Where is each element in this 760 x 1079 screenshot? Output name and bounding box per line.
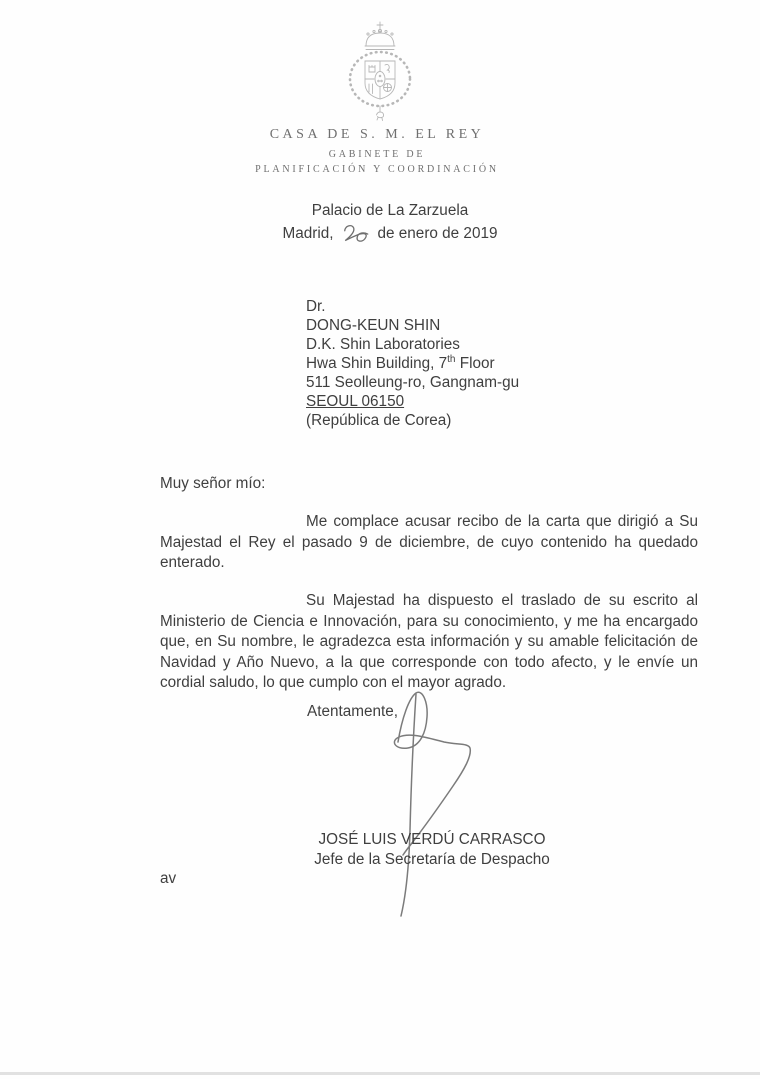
recipient-building-ordinal: th <box>447 353 456 365</box>
recipient-street: 511 Seolleung-ro, Gangnam-gu <box>306 374 520 391</box>
letterhead-org: CASA DE S. M. EL REY <box>269 127 485 142</box>
royal-coat-of-arms-icon <box>338 20 422 122</box>
dateline-rest: de enero de 2019 <box>377 225 498 242</box>
letterhead-dept-line1: GABINETE DE <box>328 149 426 160</box>
letterhead <box>177 127 577 175</box>
signature-block <box>282 830 582 870</box>
recipient-city: SEOUL 06150 <box>306 393 405 410</box>
letterhead-dept-line2: PLANIFICACIÓN Y COORDINACIÓN <box>255 164 499 175</box>
recipient-name: DONG-KEUN SHIN <box>306 317 441 334</box>
dateline-city: Madrid, <box>282 225 334 242</box>
handwritten-day-numeral <box>341 222 371 247</box>
dateline <box>239 202 541 243</box>
salutation: Muy señor mío: <box>160 475 266 492</box>
scan-artifact-line <box>0 1072 760 1075</box>
recipient-honorific: Dr. <box>306 298 326 315</box>
recipient-building-post: Floor <box>455 355 495 372</box>
recipient-address <box>306 297 519 430</box>
reference-initials: av <box>160 870 177 887</box>
body-paragraph-2: Su Majestad ha dispuesto el traslado de su escrito al Ministerio de Ciencia e Innovación, para su conocimiento, y me ha encargado que, en Su nombre, le agradezca esta información y su amable felicitación de Navidad y Año Nuevo, a la que corresponde con todo afecto, y le envíe un cordial saludo, lo que cumplo con el mayor agrado. <box>160 592 698 691</box>
valediction: Atentamente, <box>307 703 398 720</box>
signer-name: JOSÉ LUIS VERDÚ CARRASCO <box>318 831 546 848</box>
recipient-building-pre: Hwa Shin Building, 7 <box>306 355 448 372</box>
signer-title: Jefe de la Secretaría de Despacho <box>314 851 550 868</box>
dateline-date-row <box>239 222 541 243</box>
recipient-building <box>306 354 519 373</box>
recipient-country: (República de Corea) <box>306 412 452 429</box>
body-paragraph-1: Me complace acusar recibo de la carta que dirigió a Su Majestad el Rey el pasado 9 de diciembre, de cuyo contenido ha quedado enterado. <box>160 513 698 571</box>
dateline-place: Palacio de La Zarzuela <box>311 202 469 219</box>
recipient-company: D.K. Shin Laboratories <box>306 336 460 353</box>
